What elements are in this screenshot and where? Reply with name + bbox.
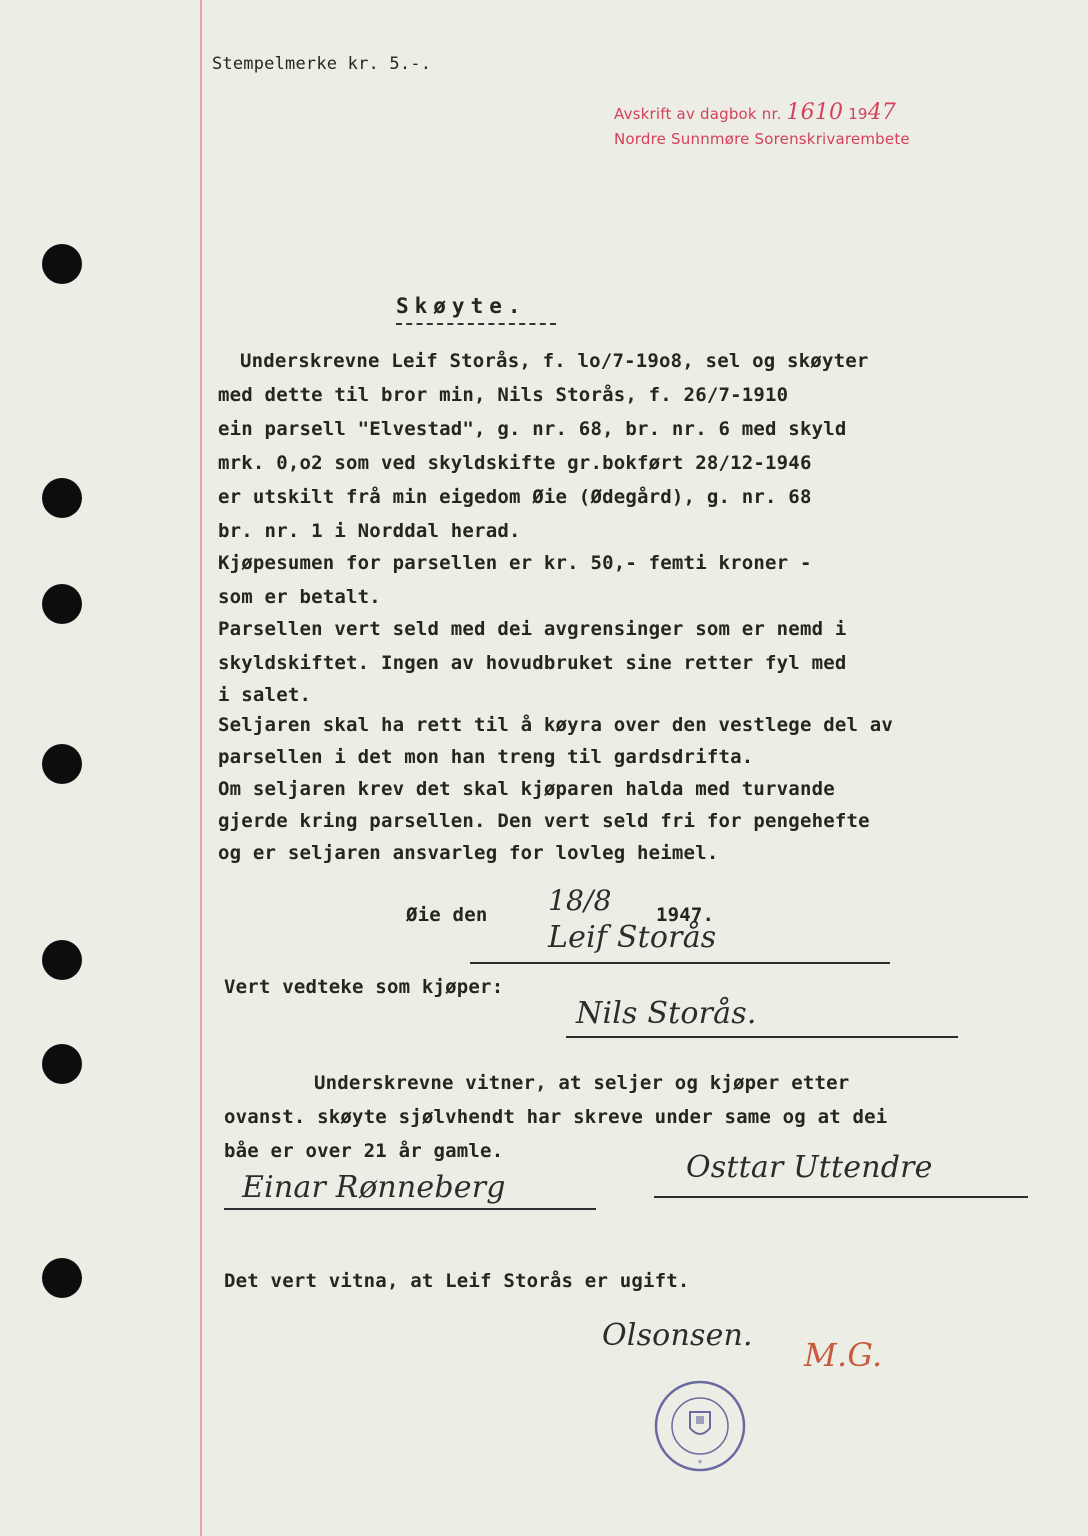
punch-hole [42, 584, 82, 624]
body-line: ein parsell "Elvestad", g. nr. 68, br. nr. 6 med skyld [218, 418, 847, 440]
attestation-line: Det vert vitna, at Leif Storås er ugift. [224, 1270, 690, 1292]
buyer-label: Vert vedteke som kjøper: [224, 976, 504, 998]
witness-1-signature: Einar Rønneberg [242, 1170, 506, 1205]
witness-2-signature: Osttar Uttendre [686, 1150, 933, 1185]
witness-1-signature-line [224, 1208, 596, 1210]
body-line: Seljaren skal ha rett til å køyra over den vestlege del av [218, 714, 894, 736]
punch-hole [42, 1258, 82, 1298]
red-initials: M.G. [804, 1336, 883, 1374]
seller-signature-line [470, 962, 890, 964]
body-line: Underskrevne Leif Storås, f. lo/7-19o8, sel og skøyter [240, 350, 869, 372]
official-signature: Olsonsen. [602, 1318, 753, 1353]
witness-line: båe er over 21 år gamle. [224, 1140, 504, 1162]
year-suffix: 47 [867, 100, 897, 125]
body-line: som er betalt. [218, 586, 381, 608]
punch-hole [42, 744, 82, 784]
body-line: mrk. 0,o2 som ved skyldskifte gr.bokført 28/12-1946 [218, 452, 812, 474]
body-line: skyldskiftet. Ingen av hovudbruket sine retter fyl med [218, 652, 847, 674]
date-year: 1947. [656, 904, 715, 926]
punch-hole [42, 1044, 82, 1084]
body-line: med dette til bror min, Nils Storås, f. 26/7-1910 [218, 384, 789, 406]
date-handwritten: 18/8 [548, 884, 612, 917]
place-date-prefix: Øie den [406, 904, 488, 926]
copy-label: Avskrift av dagbok nr. [614, 105, 782, 123]
punch-hole [42, 244, 82, 284]
punch-hole [42, 940, 82, 980]
official-seal-icon [652, 1378, 748, 1474]
svg-text:*: * [697, 1459, 703, 1469]
office-name: Nordre Sunnmøre Sorenskrivarembete [614, 130, 910, 148]
witness-line: Underskrevne vitner, at seljer og kjøper etter [314, 1072, 850, 1094]
punch-hole [42, 478, 82, 518]
document-title: Skøyte. [396, 294, 527, 318]
buyer-signature-line [566, 1036, 958, 1038]
body-line: Om seljaren krev det skal kjøparen halda med turvande [218, 778, 835, 800]
margin-line [200, 0, 202, 1536]
body-line: Parsellen vert seld med dei avgrensinger som er nemd i [218, 618, 847, 640]
body-line: br. nr. 1 i Norddal herad. [218, 520, 521, 542]
dagbok-number: 1610 [786, 100, 844, 125]
body-line: gjerde kring parsellen. Den vert seld fri for pengehefte [218, 810, 870, 832]
witness-2-signature-line [654, 1196, 1028, 1198]
body-line: Kjøpesumen for parsellen er kr. 50,- femti kroner - [218, 552, 812, 574]
stamp-fee-line: Stempelmerke kr. 5.-. [212, 54, 432, 74]
seller-signature: Leif Storås [548, 920, 717, 955]
witness-line: ovanst. skøyte sjølvhendt har skreve under same og at dei [224, 1106, 888, 1128]
copy-reference [614, 100, 896, 125]
body-line: er utskilt frå min eigedom Øie (Ødegård), g. nr. 68 [218, 486, 812, 508]
body-line: parsellen i det mon han treng til gardsdrifta. [218, 746, 754, 768]
body-line: og er seljaren ansvarleg for lovleg heimel. [218, 842, 719, 864]
buyer-signature: Nils Storås. [576, 996, 757, 1031]
year-prefix: 19 [848, 105, 868, 123]
title-underline [396, 323, 556, 325]
body-line: i salet. [218, 684, 312, 706]
